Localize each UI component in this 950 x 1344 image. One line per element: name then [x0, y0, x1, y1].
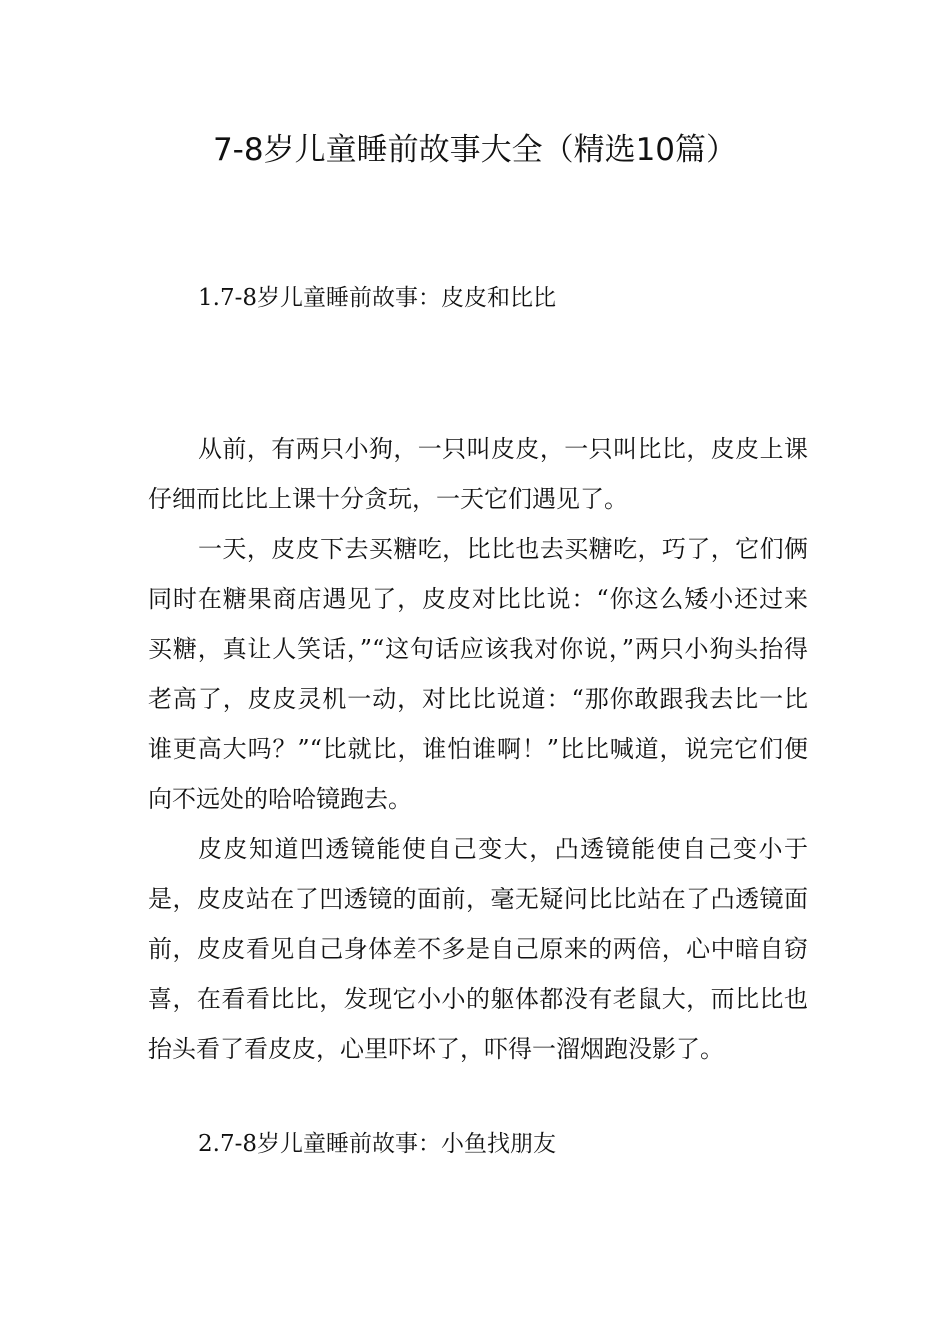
paragraph-3: 皮皮知道凹透镜能使自己变大，凸透镜能使自己变小于是，皮皮站在了凹透镜的面前，毫无疑问比比站在了凸透镜面前，皮皮看见自己身体差不多是自己原来的两倍，心中暗自窃喜，在看看比比，发现它小小的躯体都没有老鼠大，而比比也抬头看了看皮皮，心里吓坏了，吓得一溜烟跑没影了。: [148, 835, 808, 1063]
section-heading-2: 2.7-8岁儿童睡前故事：小鱼找朋友: [198, 1131, 556, 1157]
paragraph-2: 一天，皮皮下去买糖吃，比比也去买糖吃，巧了，它们俩同时在糖果商店遇见了，皮皮对比比说：“你这么矮小还过来买糖，真让人笑话，”“这句话应该我对你说，”两只小狗头抬得老高了，皮皮灵机一动，对比比说道：“那你敢跟我去比一比谁更高大吗？”“比就比，谁怕谁啊！”比比喊道，说完它们便向不远处的哈哈镜跑去。: [148, 535, 808, 813]
section-heading-1: 1.7-8岁儿童睡前故事：皮皮和比比: [198, 285, 556, 311]
paragraph-1: 从前，有两只小狗，一只叫皮皮，一只叫比比，皮皮上课仔细而比比上课十分贪玩，一天它们遇见了。: [148, 435, 808, 513]
document-title: 7-8岁儿童睡前故事大全（精选10篇）: [212, 132, 738, 168]
